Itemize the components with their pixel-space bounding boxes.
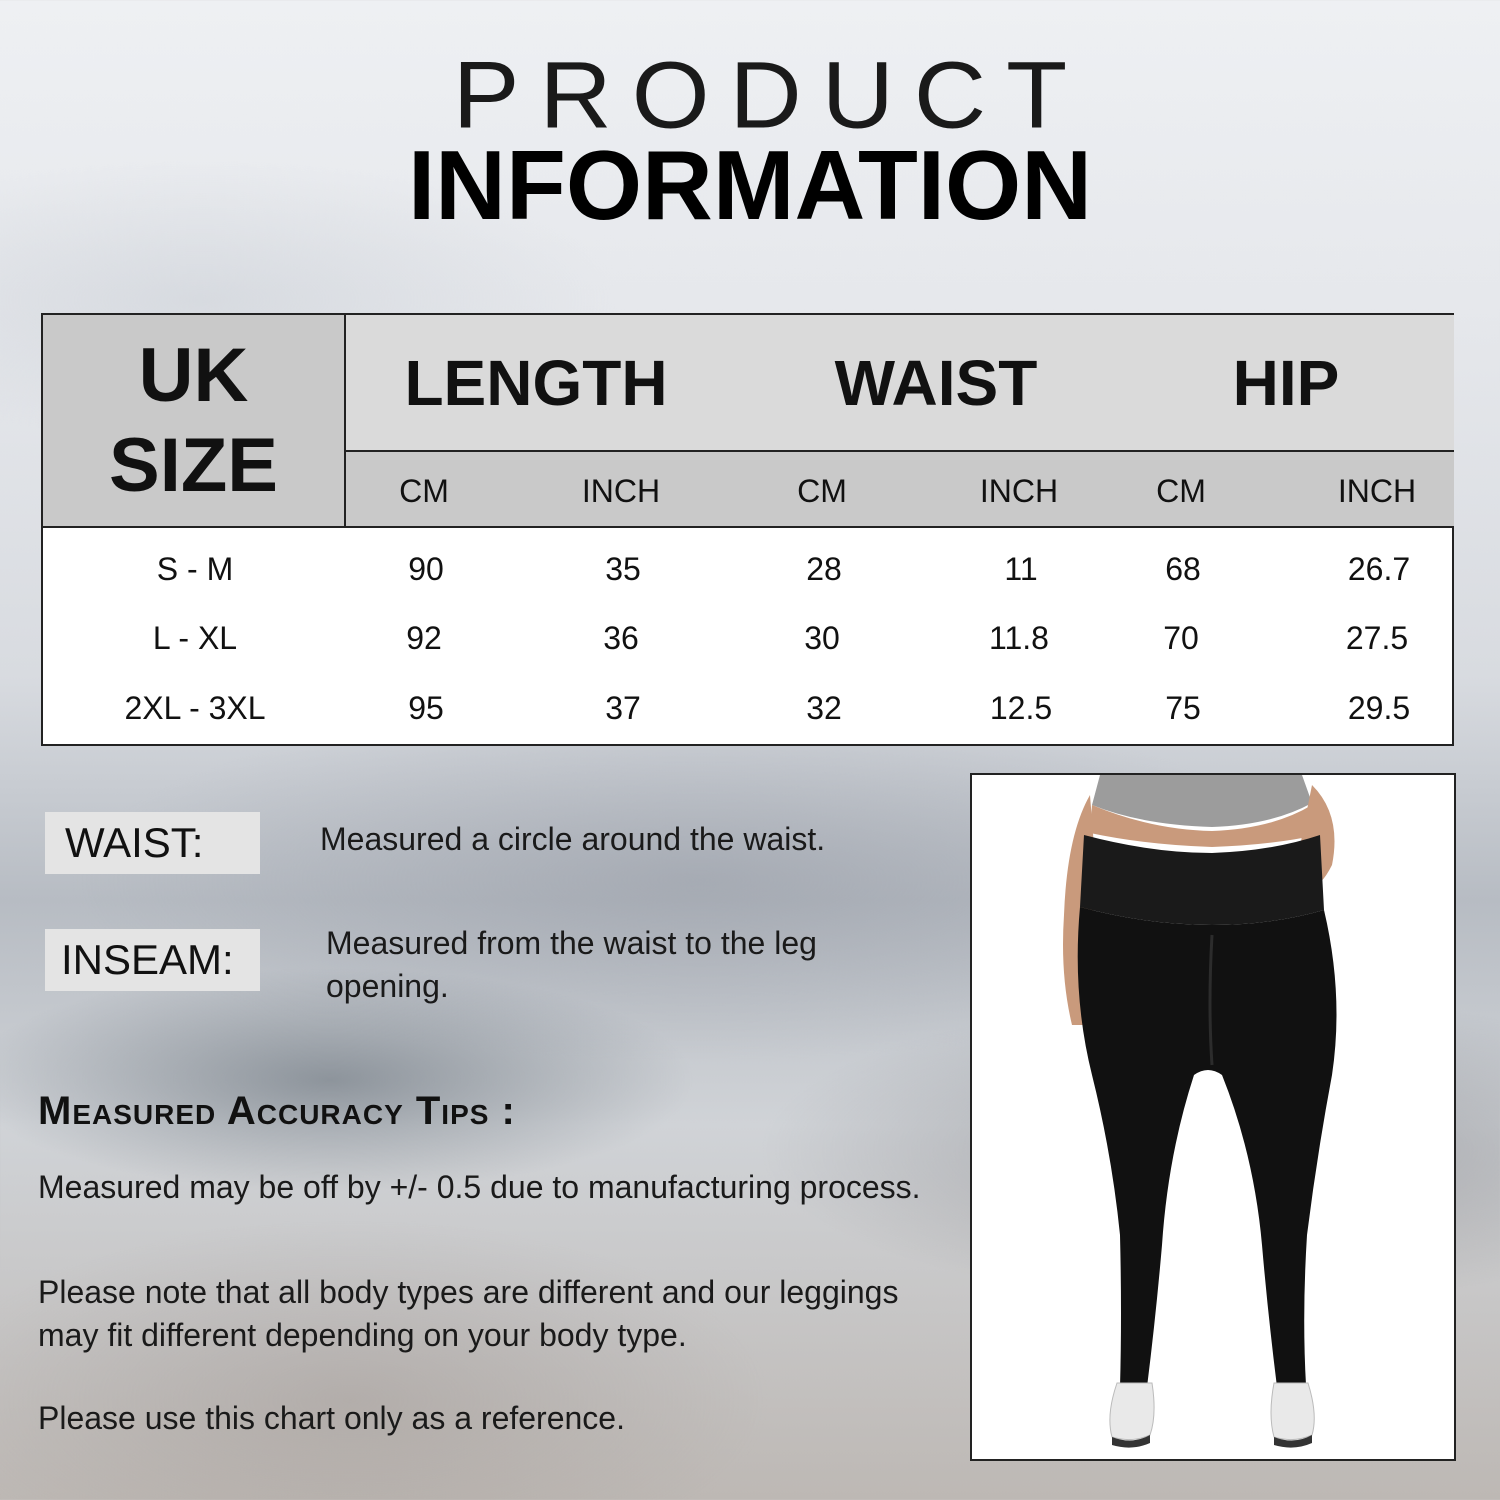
table-row bbox=[43, 618, 1454, 658]
value-cell: 28 bbox=[806, 551, 842, 587]
tip-text: Measured may be off by +/- 0.5 due to manufacturing process. bbox=[38, 1169, 921, 1205]
value-cell: 75 bbox=[1165, 690, 1201, 726]
hip-header: HIP bbox=[1232, 347, 1340, 419]
tip-text: Please note that all body types are different and our leggings may fit different depending on your body type. bbox=[38, 1274, 899, 1353]
inseam-description: Measured from the waist to the leg opening. bbox=[326, 925, 817, 1004]
uk-size-header-line2: SIZE bbox=[109, 422, 278, 508]
size-table bbox=[41, 313, 1454, 746]
unit-hip-cm: CM bbox=[1156, 473, 1206, 509]
value-cell: 32 bbox=[806, 690, 842, 726]
title-product: PRODUCT bbox=[452, 41, 1088, 149]
value-cell: 68 bbox=[1165, 551, 1201, 587]
size-cell: L - XL bbox=[152, 620, 238, 656]
waist-description: Measured a circle around the waist. bbox=[320, 821, 826, 857]
product-photo bbox=[970, 773, 1456, 1461]
tip-text: Please use this chart only as a reference. bbox=[38, 1400, 625, 1436]
size-cell: S - M bbox=[156, 551, 234, 587]
table-row bbox=[43, 549, 1454, 589]
value-cell: 36 bbox=[603, 620, 639, 656]
unit-waist-cm: CM bbox=[797, 473, 847, 509]
value-cell: 90 bbox=[408, 551, 444, 587]
value-cell: 37 bbox=[605, 690, 641, 726]
value-cell: 12.5 bbox=[989, 690, 1053, 726]
value-cell: 27.5 bbox=[1345, 620, 1409, 656]
table-row bbox=[43, 688, 1454, 728]
unit-length-cm: CM bbox=[399, 473, 449, 509]
value-cell: 30 bbox=[804, 620, 840, 656]
leggings-illustration bbox=[972, 775, 1454, 1459]
value-cell: 35 bbox=[605, 551, 641, 587]
waist-header: WAIST bbox=[834, 347, 1038, 419]
unit-header-row bbox=[346, 452, 1454, 528]
value-cell: 92 bbox=[406, 620, 442, 656]
value-cell: 11 bbox=[1004, 551, 1038, 587]
title-information: INFORMATION bbox=[407, 130, 1093, 240]
unit-waist-inch: INCH bbox=[979, 473, 1059, 509]
unit-hip-inch: INCH bbox=[1337, 473, 1417, 509]
size-cell: 2XL - 3XL bbox=[124, 690, 266, 726]
inseam-label: INSEAM: bbox=[45, 929, 260, 991]
value-cell: 70 bbox=[1163, 620, 1199, 656]
unit-length-inch: INCH bbox=[581, 473, 661, 509]
waist-label: WAIST: bbox=[45, 812, 260, 874]
measurement-group-header bbox=[346, 315, 1454, 452]
uk-size-header bbox=[43, 315, 346, 528]
value-cell: 95 bbox=[408, 690, 444, 726]
uk-size-header-line1: UK bbox=[138, 332, 249, 418]
length-header: LENGTH bbox=[404, 347, 668, 419]
value-cell: 11.8 bbox=[989, 620, 1049, 656]
tips-title: Measured Accuracy Tips : bbox=[38, 1089, 516, 1133]
value-cell: 29.5 bbox=[1347, 690, 1411, 726]
value-cell: 26.7 bbox=[1347, 551, 1411, 587]
